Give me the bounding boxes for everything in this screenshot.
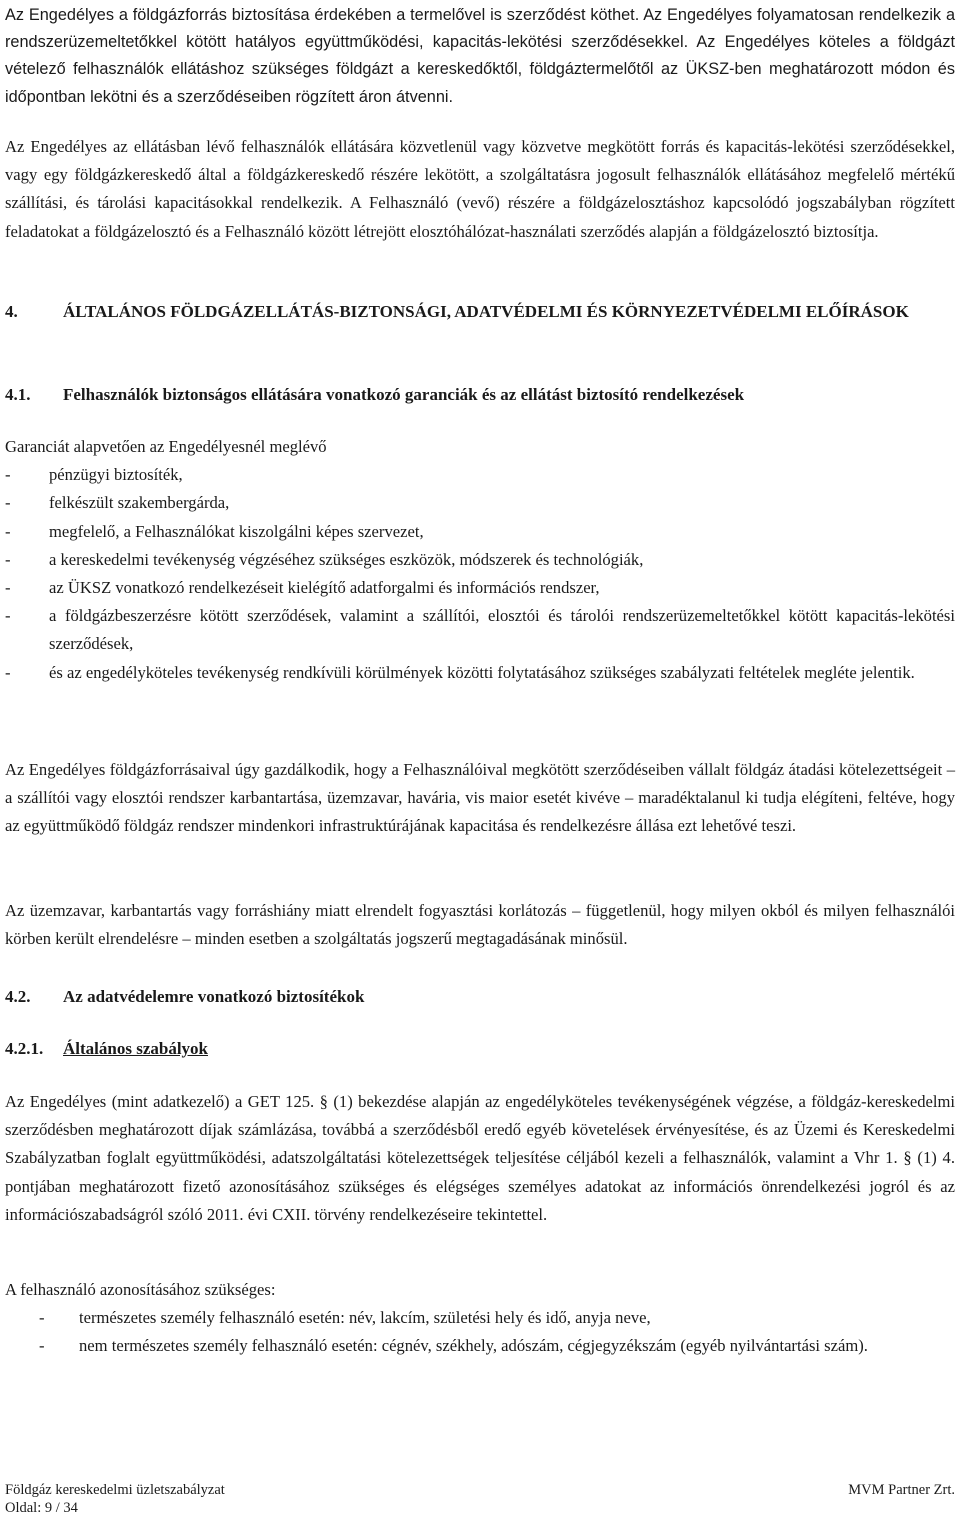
list-item: - megfelelő, a Felhasználókat kiszolgálni képes szervezet, xyxy=(5,521,424,541)
paragraph-forras-biztositas: Az Engedélyes a földgázforrás biztosítása érdekében a termelővel is szerződést köthet. Az Engedélyes folyamatosan rendelkezik a rendszerüzemeltetőkkel kötött hatályos együttműködési, kapacitás-lekötési szerződésekkel. Az Engedélyes köteles a földgázt vételező felhasználók ellátáshoz szükséges földgázt a kereskedőktől, földgáztermelőtől az ÜKSZ-ben meghatározott módon és időpontban lekötni és a szerződéseiben rögzített áron átvenni. xyxy=(5,6,955,106)
guarantee-block xyxy=(5,433,955,687)
paragraph-ellatas-kapacitas: Az Engedélyes az ellátásban lévő felhasználók ellátására közvetlenül vagy közvetve megkötött forrás és kapacitás-lekötési szerződésekkel, vagy egy földgázkereskedő által a földgázkereskedő részére lekötött, a szolgáltatásra jogosult felhasználók ellátásához megfelelő mértékű szállítási, és tárolási kapacitásokkal rendelkezik. A Felhasználó (vevő) részére a földgázelosztáshoz kapcsolódó jogszabályban rögzített feladatokat a földgázelosztó és a Felhasználó között létrejött elosztóhálózat-használati szerződés alapján a földgázelosztó biztosítja. xyxy=(5,137,955,241)
list-item: - az ÜKSZ vonatkozó rendelkezéseit kielégítő adatforgalmi és információs rendszer, xyxy=(5,578,600,598)
list-item: - természetes személy felhasználó esetén: név, lakcím, születési hely és idő, anyja neve, xyxy=(39,1308,651,1328)
list-item: - pénzügyi biztosíték, xyxy=(5,465,183,485)
identification-list xyxy=(5,1304,955,1360)
paragraph-adatkezeles: Az Engedélyes (mint adatkezelő) a GET 125. § (1) bekezdése alapján az engedélyköteles tevékenységének végzése, a földgáz-kereskedelmi szerződésben meghatározott díjak számlázása, továbbá a szerződésből eredő egyéb követelések érvényesítése, és az Üzemi és Kereskedelmi Szabályzatban foglalt együttműködési, adatszolgáltatási kötelezettségek teljesítése céljából kezeli a felhasználók, valamint a Vhr 1. § (1) 4. pontjában meghatározott fizető azonosításához szükséges és elégséges személyes adatokat az információs önrendelkezési jogról és az információszabadságról szóló 2011. évi CXII. törvény rendelkezéseire tekintettel. xyxy=(5,1092,955,1224)
section-number: 4. xyxy=(5,302,18,321)
section-title: ÁLTALÁNOS FÖLDGÁZELLÁTÁS-BIZTONSÁGI, ADATVÉDELMI ÉS KÖRNYEZETVÉDELMI ELŐÍRÁSOK xyxy=(63,302,909,321)
list-item: - a földgázbeszerzésre kötött szerződések, valamint a szállítói, elosztói és tárolói rendszerüzemeltetőkkel kötött kapacitás-lekötési szerződések, xyxy=(5,606,955,654)
paragraph-korlatozas: Az üzemzavar, karbantartás vagy forráshiány miatt elrendelt fogyasztási korlátozás – függetlenül, hogy milyen okból és milyen felhasználói körben került elrendelésre – minden esetben a szolgáltatás jogszerű megtagadásának minősül. xyxy=(5,901,955,949)
section-number: 4.2. xyxy=(5,987,31,1006)
list-item: - nem természetes személy felhasználó esetén: cégnév, székhely, adószám, cégjegyzékszám (egyéb nyilvántartási szám). xyxy=(39,1336,868,1356)
section-title: Az adatvédelemre vonatkozó biztosítékok xyxy=(63,987,365,1006)
list-item: - és az engedélyköteles tevékenység rendkívüli körülmények közötti folytatásához szükséges szabályzati feltételek megléte jelentik. xyxy=(5,662,915,682)
list-item: - felkészült szakembergárda, xyxy=(5,493,230,513)
list-item: - a kereskedelmi tevékenység végzéséhez szükséges eszközök, módszerek és technológiák, xyxy=(5,549,644,569)
guarantee-list xyxy=(5,461,955,687)
footer-company: MVM Partner Zrt. xyxy=(848,1482,955,1498)
section-heading-4-2-1 xyxy=(5,1035,955,1062)
section-title: Általános szabályok xyxy=(63,1039,208,1058)
section-number: 4.1. xyxy=(5,385,31,404)
section-title: Felhasználók biztonságos ellátására vonatkozó garanciák és az ellátást biztosító rendelkezések xyxy=(63,385,745,404)
section-heading-4-1 xyxy=(5,381,955,408)
section-number: 4.2.1. xyxy=(5,1039,44,1058)
footer-page-number: Oldal: 9 / 34 xyxy=(5,1500,78,1516)
identification-intro: A felhasználó azonosításához szükséges: xyxy=(5,1280,276,1299)
identification-block xyxy=(5,1276,955,1361)
section-heading-4-2 xyxy=(5,983,955,1010)
page-footer xyxy=(5,1481,955,1517)
section-heading-4 xyxy=(5,298,955,325)
footer-document-title: Földgáz kereskedelmi üzletszabályzat xyxy=(5,1482,225,1498)
paragraph-forrasgazdalkodas: Az Engedélyes földgázforrásaival úgy gazdálkodik, hogy a Felhasználóival megkötött szerződéseiben vállalt földgáz átadási kötelezettségeit – a szállítói vagy elosztói rendszer karbantartása, üzemzavar, havária, vis maior esetét kivéve – maradéktalanul ki tudja elégíteni, feltéve, hogy az együttműködő földgáz rendszer mindenkori infrastruktúrájának kapacitása és rendelkezésre állása ezt lehetővé teszi. xyxy=(5,760,955,836)
guarantee-intro: Garanciát alapvetően az Engedélyesnél meglévő xyxy=(5,437,327,456)
